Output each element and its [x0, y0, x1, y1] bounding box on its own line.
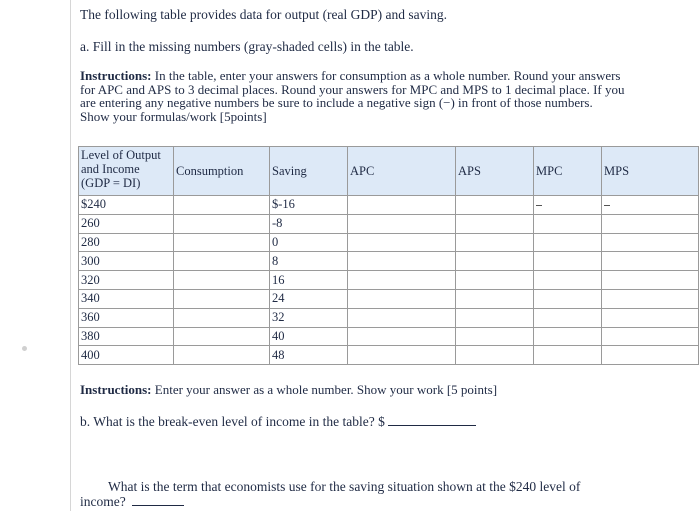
header-saving: Saving	[270, 147, 348, 196]
instructions-b-label: Instructions:	[80, 382, 152, 397]
mps-input-cell[interactable]	[602, 346, 699, 365]
mpc-input-cell[interactable]	[534, 346, 602, 365]
table-row	[79, 214, 699, 233]
consumption-input-cell[interactable]	[174, 233, 270, 252]
mpc-input-cell[interactable]	[534, 289, 602, 308]
header-level-of-output: Level of Output and Income (GDP = DI)	[79, 147, 174, 196]
income-cell: 260	[79, 214, 174, 233]
mpc-input-cell[interactable]	[534, 308, 602, 327]
mps-input-cell[interactable]	[602, 271, 699, 290]
mps-input-cell[interactable]	[602, 327, 699, 346]
consumption-input-cell[interactable]	[174, 327, 270, 346]
saving-cell: $-16	[270, 196, 348, 215]
apc-input-cell[interactable]	[348, 289, 456, 308]
margin-dot	[22, 346, 27, 351]
consumption-input-cell[interactable]	[174, 214, 270, 233]
page-margin-line	[70, 0, 71, 511]
mpc-input-cell[interactable]	[534, 327, 602, 346]
dash-mark	[536, 205, 542, 206]
question-c-line2	[80, 494, 184, 509]
saving-cell: 0	[270, 233, 348, 252]
income-cell: 300	[79, 252, 174, 271]
consumption-input-cell[interactable]	[174, 252, 270, 271]
table-row	[79, 252, 699, 271]
table-row	[79, 233, 699, 252]
question-c-income-label: income?	[80, 494, 126, 509]
apc-input-cell[interactable]	[348, 308, 456, 327]
table-row	[79, 308, 699, 327]
consumption-input-cell[interactable]	[174, 289, 270, 308]
aps-input-cell[interactable]	[456, 252, 534, 271]
saving-cell: 16	[270, 271, 348, 290]
apc-input-cell[interactable]	[348, 252, 456, 271]
apc-input-cell[interactable]	[348, 327, 456, 346]
mps-input-cell[interactable]	[602, 252, 699, 271]
consumption-input-cell[interactable]	[174, 346, 270, 365]
saving-term-answer-blank[interactable]	[132, 495, 184, 506]
saving-cell: 40	[270, 327, 348, 346]
instructions-a-text: In the table, enter your answers for consumption as a whole number. Round your answers for APC and APS to 3 decimal places. Round your answers for MPC and MPS to 1 decimal place. If you are entering any negative numbers be sure to include a negative sign (−) in front of those numbers. Show your formulas/work [5points]	[80, 68, 625, 124]
mps-input-cell[interactable]	[602, 214, 699, 233]
header-mps: MPS	[602, 147, 699, 196]
income-cell: $240	[79, 196, 174, 215]
mpc-input-cell[interactable]	[534, 233, 602, 252]
income-cell: 340	[79, 289, 174, 308]
header-mpc: MPC	[534, 147, 602, 196]
income-cell: 280	[79, 233, 174, 252]
income-cell: 320	[79, 271, 174, 290]
dash-mark	[604, 205, 610, 206]
saving-cell: 8	[270, 252, 348, 271]
part-a-prompt: a. Fill in the missing numbers (gray-shaded cells) in the table.	[80, 39, 414, 54]
instructions-a-label: Instructions:	[80, 68, 152, 83]
saving-cell: 24	[270, 289, 348, 308]
table-row	[79, 289, 699, 308]
table-row	[79, 346, 699, 365]
consumption-input-cell[interactable]	[174, 271, 270, 290]
income-cell: 360	[79, 308, 174, 327]
consumption-input-cell[interactable]	[174, 196, 270, 215]
question-c-line1: What is the term that economists use for the saving situation shown at the $240 level of	[108, 479, 581, 494]
income-cell: 400	[79, 346, 174, 365]
aps-input-cell[interactable]	[456, 346, 534, 365]
mps-input-cell[interactable]	[602, 196, 699, 215]
instructions-b-text: Enter your answer as a whole number. Show your work [5 points]	[151, 382, 498, 397]
table-row	[79, 196, 699, 215]
header-apc: APC	[348, 147, 456, 196]
saving-cell: -8	[270, 214, 348, 233]
apc-input-cell[interactable]	[348, 214, 456, 233]
table-row	[79, 271, 699, 290]
income-cell: 380	[79, 327, 174, 346]
apc-input-cell[interactable]	[348, 233, 456, 252]
header-aps: APS	[456, 147, 534, 196]
saving-cell: 32	[270, 308, 348, 327]
aps-input-cell[interactable]	[456, 233, 534, 252]
aps-input-cell[interactable]	[456, 327, 534, 346]
mpc-input-cell[interactable]	[534, 196, 602, 215]
break-even-answer-blank[interactable]	[388, 415, 476, 426]
instructions-b	[80, 382, 497, 397]
aps-input-cell[interactable]	[456, 214, 534, 233]
apc-input-cell[interactable]	[348, 346, 456, 365]
apc-input-cell[interactable]	[348, 196, 456, 215]
apc-input-cell[interactable]	[348, 271, 456, 290]
aps-input-cell[interactable]	[456, 308, 534, 327]
table-row	[79, 327, 699, 346]
aps-input-cell[interactable]	[456, 196, 534, 215]
instructions-a	[80, 69, 625, 123]
aps-input-cell[interactable]	[456, 271, 534, 290]
mpc-input-cell[interactable]	[534, 252, 602, 271]
table-header-row	[79, 147, 699, 196]
header-consumption: Consumption	[174, 147, 270, 196]
mpc-input-cell[interactable]	[534, 214, 602, 233]
consumption-input-cell[interactable]	[174, 308, 270, 327]
intro-text: The following table provides data for output (real GDP) and saving.	[80, 7, 448, 22]
saving-table	[78, 146, 699, 365]
mps-input-cell[interactable]	[602, 289, 699, 308]
part-b-prompt	[80, 414, 476, 429]
mps-input-cell[interactable]	[602, 233, 699, 252]
saving-cell: 48	[270, 346, 348, 365]
mps-input-cell[interactable]	[602, 308, 699, 327]
aps-input-cell[interactable]	[456, 289, 534, 308]
part-b-question: b. What is the break-even level of income in the table? $	[80, 414, 385, 429]
mpc-input-cell[interactable]	[534, 271, 602, 290]
